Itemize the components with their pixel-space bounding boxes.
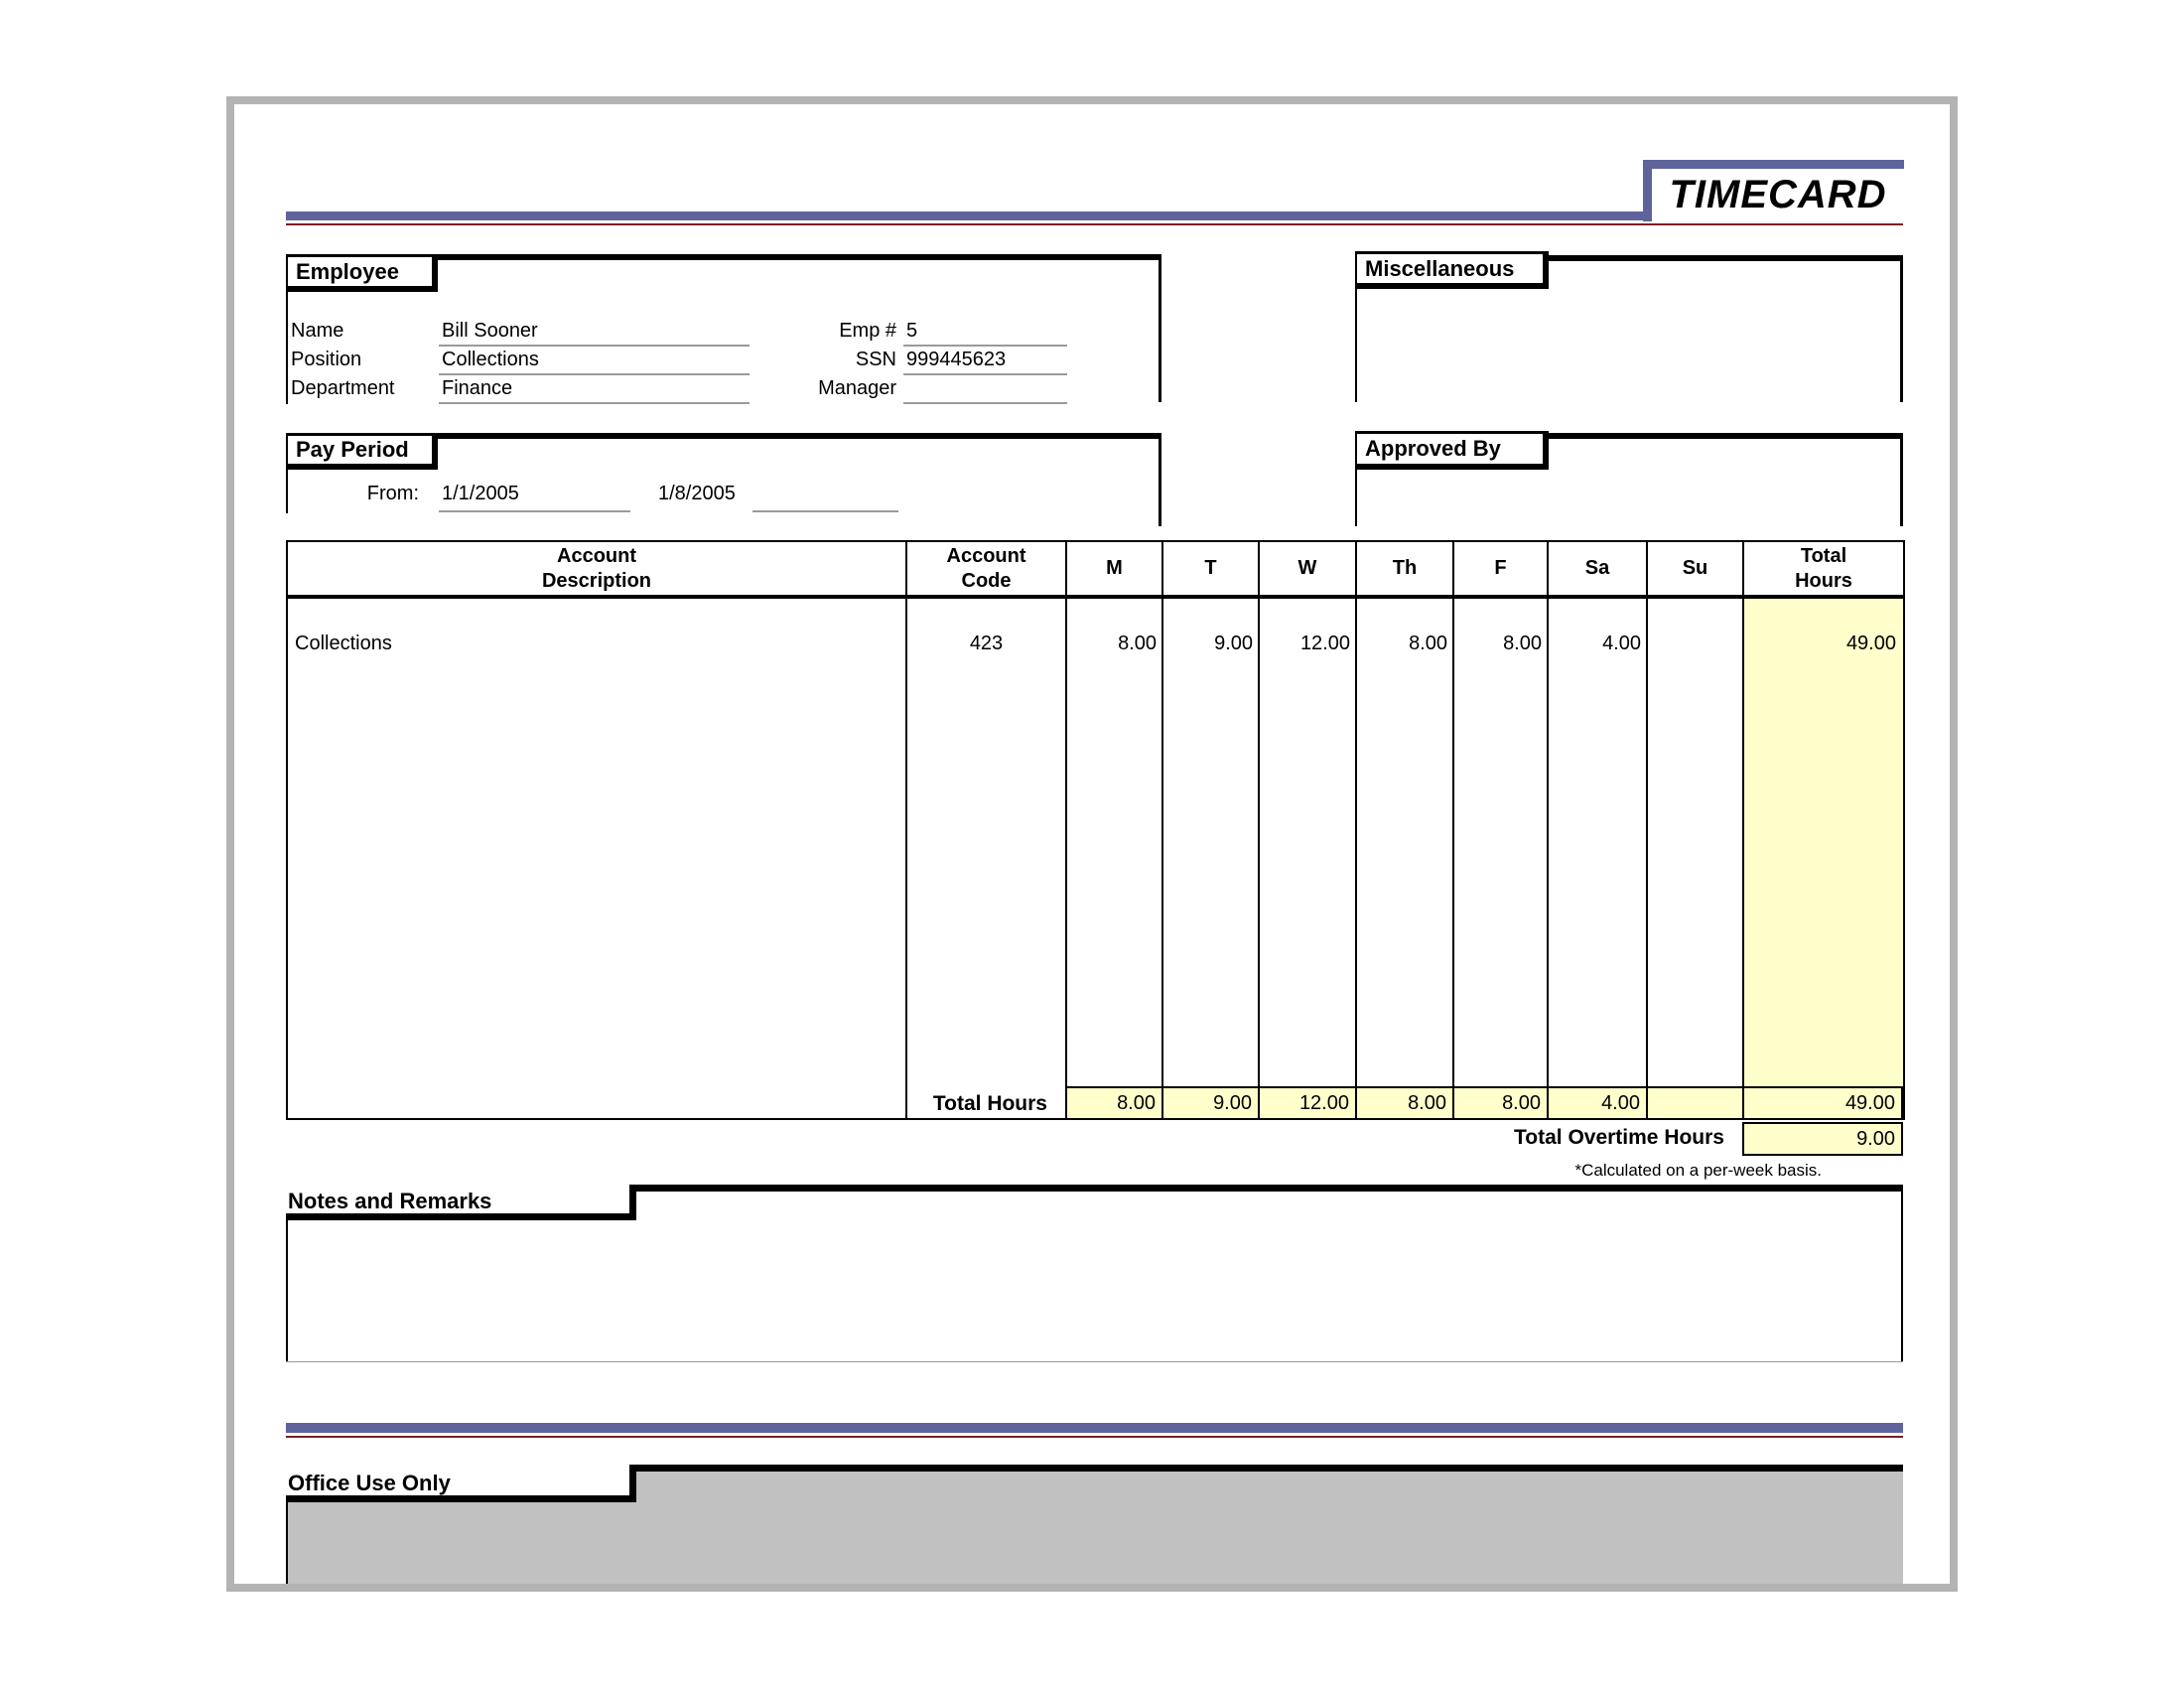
- col-header-sunday: Su: [1647, 541, 1743, 597]
- office-section-label: Office Use Only: [288, 1471, 451, 1495]
- employee-box-top-border: [438, 254, 1161, 260]
- start-date-underline: [439, 510, 630, 512]
- timesheet-header-row: [287, 541, 1904, 597]
- approved-by-box-right-border: [1900, 433, 1903, 526]
- employee-box-right-border: [1159, 254, 1161, 402]
- timesheet-table: [286, 540, 1905, 1120]
- manager-label: Manager: [818, 377, 896, 399]
- miscellaneous-section-label: Miscellaneous: [1365, 255, 1515, 281]
- total-monday-cell: 8.00: [1065, 1086, 1163, 1120]
- total-thursday-cell: 8.00: [1355, 1086, 1454, 1120]
- name-label: Name: [291, 320, 344, 342]
- pay-period-section-tab: [286, 433, 438, 470]
- approved-by-section-label: Approved By: [1365, 436, 1501, 461]
- manager-underline: [903, 402, 1067, 404]
- employee-section-label: Employee: [296, 258, 399, 284]
- hours-wednesday-cell[interactable]: 12.00: [1259, 597, 1356, 1119]
- total-friday-cell: 8.00: [1452, 1086, 1549, 1120]
- miscellaneous-box-top-border: [1549, 255, 1903, 261]
- ssn-underline: [903, 373, 1067, 375]
- ssn-value[interactable]: 999445623: [906, 349, 1007, 370]
- emp-number-value[interactable]: 5: [906, 320, 918, 342]
- col-header-account-description: Account Description: [287, 541, 906, 597]
- pay-period-box-right-border: [1159, 433, 1161, 526]
- total-week-hours-cell: 49.00: [1742, 1086, 1903, 1120]
- account-description-cell[interactable]: Collections: [287, 597, 906, 1119]
- office-box-left-border: [286, 1502, 288, 1584]
- top-accent-line: [286, 223, 1903, 225]
- total-sunday-cell: [1646, 1086, 1744, 1120]
- position-value[interactable]: Collections: [442, 349, 539, 370]
- hours-tuesday-cell[interactable]: 9.00: [1162, 597, 1259, 1119]
- end-date-underline: [752, 510, 898, 512]
- office-tab-bottom-border: [286, 1495, 635, 1502]
- hours-sunday-cell[interactable]: [1647, 597, 1743, 1119]
- top-accent-bar: [286, 211, 1643, 220]
- total-saturday-cell: 4.00: [1547, 1086, 1648, 1120]
- department-label: Department: [291, 377, 395, 399]
- page-title: TIMECARD: [1669, 173, 1887, 216]
- notes-box-right-border: [1901, 1192, 1903, 1362]
- col-header-account-code: Account Code: [906, 541, 1066, 597]
- col-header-monday: M: [1066, 541, 1162, 597]
- hours-monday-cell[interactable]: 8.00: [1066, 597, 1162, 1119]
- ssn-label: SSN: [855, 349, 896, 370]
- miscellaneous-box[interactable]: [1357, 289, 1900, 402]
- total-tuesday-cell: 9.00: [1161, 1086, 1260, 1120]
- col-header-saturday: Sa: [1548, 541, 1647, 597]
- position-label: Position: [291, 349, 362, 370]
- bottom-accent-bar: [286, 1423, 1903, 1433]
- col-header-total-hours: Total Hours: [1743, 541, 1904, 597]
- employee-box-left-border: [286, 292, 288, 404]
- department-value[interactable]: Finance: [442, 377, 513, 399]
- total-wednesday-cell: 12.00: [1258, 1086, 1357, 1120]
- overtime-footnote: *Calculated on a per-week basis.: [1574, 1161, 1822, 1180]
- pay-period-end-date[interactable]: 1/8/2005: [658, 483, 736, 504]
- notes-box-bottom-border: [286, 1361, 1903, 1362]
- hours-saturday-cell[interactable]: 4.00: [1548, 597, 1647, 1119]
- employee-section-tab: [286, 254, 438, 292]
- total-overtime-label: Total Overtime Hours: [1514, 1126, 1724, 1149]
- position-underline: [439, 373, 750, 375]
- col-header-tuesday: T: [1162, 541, 1259, 597]
- hours-friday-cell[interactable]: 8.00: [1453, 597, 1548, 1119]
- pay-period-section-label: Pay Period: [296, 437, 409, 462]
- pay-period-box-left-border: [286, 470, 288, 513]
- miscellaneous-box-right-border: [1900, 255, 1903, 402]
- emp-number-label: Emp #: [839, 320, 896, 342]
- name-value[interactable]: Bill Sooner: [442, 320, 538, 342]
- total-hours-label: Total Hours: [932, 1092, 1047, 1115]
- total-overtime-cell: 9.00: [1742, 1122, 1903, 1156]
- miscellaneous-section-tab: [1355, 251, 1549, 289]
- col-header-friday: F: [1453, 541, 1548, 597]
- approved-by-box[interactable]: [1357, 470, 1900, 526]
- approved-by-section-tab: [1355, 431, 1549, 470]
- timecard-title-box: [1643, 160, 1904, 221]
- col-header-thursday: Th: [1356, 541, 1453, 597]
- pay-period-start-date[interactable]: 1/1/2005: [442, 483, 519, 504]
- col-header-wednesday: W: [1259, 541, 1356, 597]
- notes-section-label: Notes and Remarks: [288, 1189, 492, 1213]
- name-underline: [439, 345, 750, 347]
- pay-period-box-top-border: [438, 433, 1161, 439]
- department-underline: [439, 402, 750, 404]
- hours-thursday-cell[interactable]: 8.00: [1356, 597, 1453, 1119]
- pay-period-from-label: From:: [366, 483, 419, 504]
- notes-box[interactable]: [288, 1220, 1901, 1361]
- approved-by-box-top-border: [1549, 433, 1903, 439]
- notes-tab-bottom-border: [286, 1213, 635, 1220]
- bottom-accent-line: [286, 1436, 1903, 1438]
- timesheet-data-row: [287, 597, 1904, 1119]
- account-code-cell[interactable]: 423: [906, 597, 1066, 1119]
- office-box-top-border: [635, 1465, 1903, 1472]
- notes-box-top-border: [635, 1185, 1903, 1192]
- emp-number-underline: [903, 345, 1067, 347]
- row-total-hours-cell: 49.00: [1743, 597, 1904, 1119]
